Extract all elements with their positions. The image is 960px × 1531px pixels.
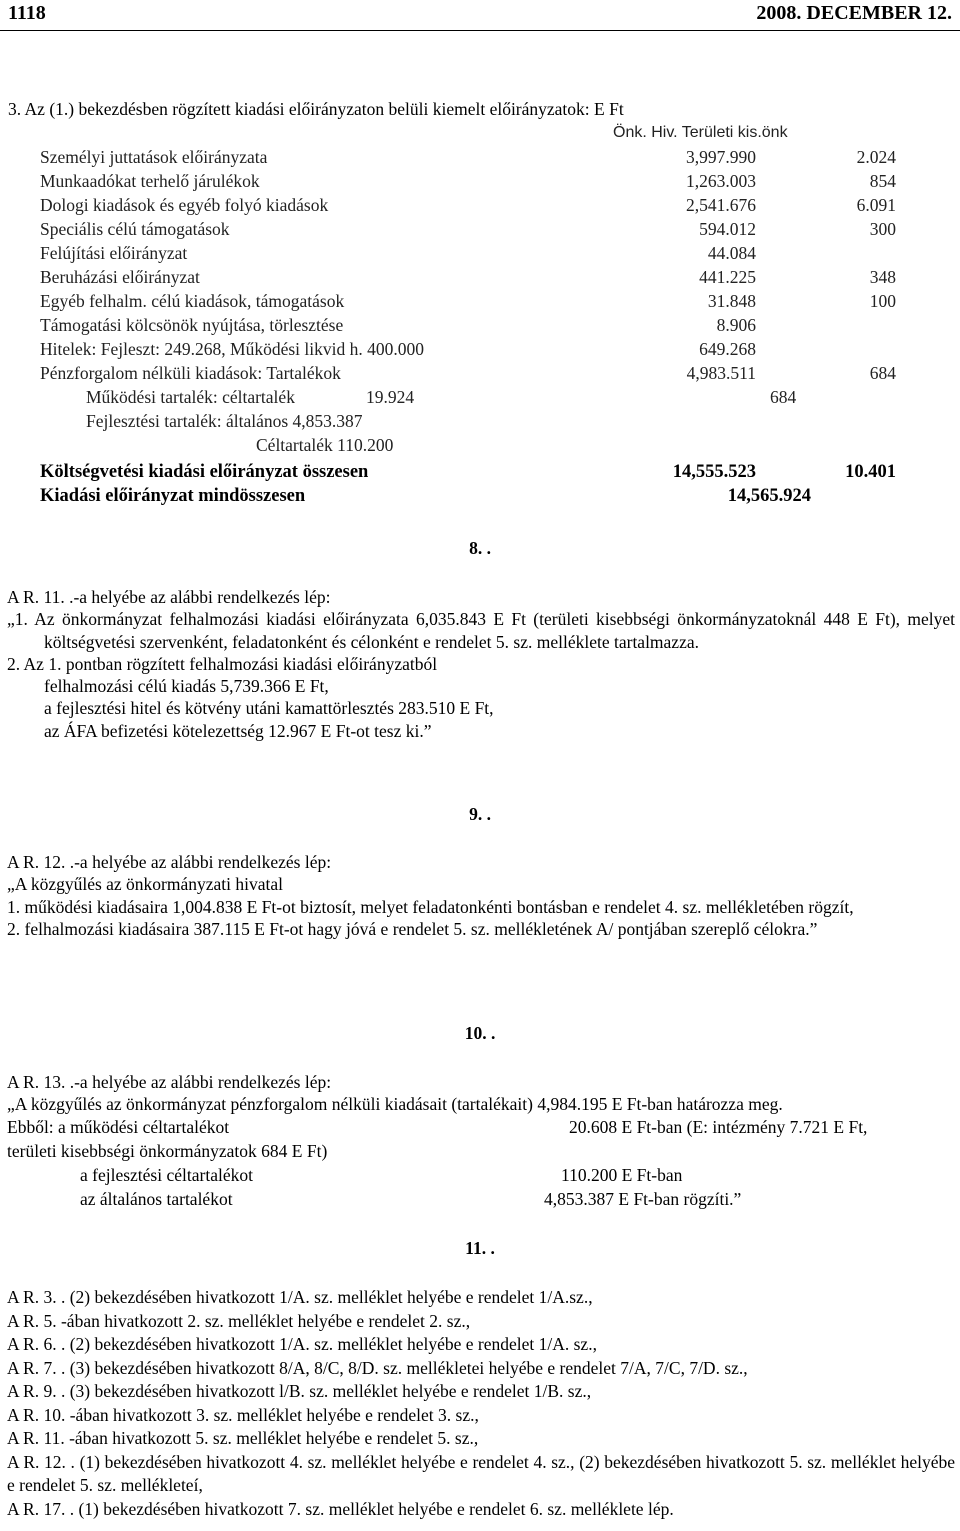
amendment-intro: A R. 11. .-a helyébe az alábbi rendelkezés lép:: [7, 587, 331, 607]
section-8-body: [7, 586, 955, 742]
row-value-onk: 1,263.003: [686, 171, 756, 191]
annex-reference: A R. 6. . (2) bekezdésében hivatkozott 1/A. sz. melléklet helyébe e rendelet 1/A. sz.,: [7, 1334, 597, 1354]
row-value-kisonk: 684: [869, 363, 896, 383]
issue-date: 2008. DECEMBER 12.: [756, 2, 952, 24]
header-rule: [0, 30, 960, 31]
row-value-onk: 4,983.511: [686, 363, 756, 383]
row-value-kisonk: 100: [869, 291, 896, 311]
row-label: Támogatási kölcsönök nyújtása, törlesztése: [40, 315, 344, 335]
paragraph: az ÁFA befizetési kötelezettség 12.967 E Ft-ot tesz ki.”: [44, 720, 432, 741]
row-value-kisonk: 300: [869, 219, 896, 239]
reserve-operating-kisonk: 684: [770, 387, 797, 407]
paragraph: felhalmozási célú kiadás 5,739.366 E Ft,: [44, 676, 329, 697]
paragraph: „1. Az önkormányzat felhalmozási kiadási előirányzata 6,035.843 E Ft (területi kisebbségi önkormányzatoknál 448 E Ft), melyet költségvetési szervenként, feladatonként és célonként e rendelet 5. sz. melléklete tartalmazza.: [7, 609, 955, 652]
row-value-onk: 441.225: [699, 267, 756, 287]
row-value-onk: 594.012: [699, 219, 756, 239]
row-value-onk: 31.848: [707, 291, 756, 311]
row-value-onk: 3,997.990: [686, 147, 756, 167]
section-10-body: [7, 1071, 955, 1116]
total-budget-kisonk: 10.401: [845, 462, 896, 482]
annex-reference: A R. 10. -ában hivatkozott 3. sz. melléklet helyébe e rendelet 3. sz.,: [7, 1404, 479, 1425]
row-value-kisonk: 6.091: [856, 195, 896, 215]
amendment-intro: A R. 13. .-a helyébe az alábbi rendelkezés lép:: [7, 1072, 332, 1092]
paragraph: „A közgyűlés az önkormányzati hivatal: [7, 874, 284, 895]
general-reserve-value: 4,853.387 E Ft-ban rögzíti.”: [544, 1189, 742, 1209]
row-label: Dologi kiadások és egyéb folyó kiadások: [40, 195, 329, 215]
section-11-heading: 11. .: [465, 1238, 495, 1258]
paragraph: a fejlesztési hitel és kötvény utáni kamattörlesztés 283.510 E Ft,: [44, 698, 494, 719]
section-3-intro: 3. Az (1.) bekezdésben rögzített kiadási előirányzaton belüli kiemelt előirányzatok: E Ft: [8, 99, 624, 119]
row-label: Személyi juttatások előirányzata: [40, 147, 268, 167]
row-label: Beruházási előirányzat: [40, 267, 200, 287]
row-label: Pénzforgalom nélküli kiadások: Tartalékok: [40, 363, 341, 383]
row-label: Felújítási előirányzat: [40, 243, 188, 263]
row-label: Speciális célú támogatások: [40, 219, 230, 239]
section-9-heading: 9. .: [469, 804, 491, 824]
row-value-onk: 2,541.676: [686, 195, 756, 215]
total-budget-label: Költségvetési kiadási előirányzat összesen: [40, 462, 369, 482]
row-value-onk: 44.084: [707, 243, 756, 263]
section-8-heading: 8. .: [469, 538, 491, 558]
paragraph: „A közgyűlés az önkormányzat pénzforgalom nélküli kiadásait (tartalékait) 4,984.195 E Ft-ban határozza meg.: [7, 1094, 783, 1115]
annex-reference: A R. 12. . (1) bekezdésében hivatkozott 4. sz. melléklet helyébe e rendelet 4. sz., (2) bekezdésében hivatkozott 5. sz. melléklet helyébe e rendelet 5. sz. mellékleteí,: [7, 1451, 955, 1495]
grand-total-label: Kiadási előirányzat mindösszesen: [40, 486, 306, 506]
row-label: Hitelek: Fejleszt: 249.268, Működési likvid h. 400.000: [40, 339, 425, 359]
section-9-body: [7, 851, 955, 940]
page-number: 1118: [8, 2, 46, 24]
row-label: Munkaadókat terhelő járulékok: [40, 171, 260, 191]
ebbol-label: Ebből: a működési céltartalékot: [7, 1117, 230, 1137]
annex-reference: A R. 9. . (3) bekezdésében hivatkozott l/B. sz. melléklet helyébe e rendelet 1/B. sz.,: [7, 1381, 592, 1401]
reserve-target: Céltartalék 110.200: [256, 435, 394, 455]
total-budget-onk: 14,555.523: [672, 462, 756, 482]
ebbol-value: 20.608 E Ft-ban (E: intézmény 7.721 E Ft,: [569, 1117, 868, 1137]
annex-reference: A R. 11. -ában hivatkozott 5. sz. melléklet helyébe e rendelet 5. sz.,: [7, 1428, 479, 1448]
dev-reserve-value: 110.200 E Ft-ban: [561, 1165, 683, 1185]
paragraph: 2. felhalmozási kiadásaira 387.115 E Ft-ot hagy jóvá e rendelet 5. sz. mellékletének A/ pontjában szereplő célokra.”: [7, 918, 818, 939]
row-value-kisonk: 348: [869, 267, 896, 287]
paragraph: 2. Az 1. pontban rögzített felhalmozási kiadási előirányzatból: [7, 653, 438, 674]
paragraph: 1. működési kiadásaira 1,004.838 E Ft-ot biztosít, melyet feladatonkénti bontásban e rendelet 4. sz. mellékletében rögzít,: [7, 896, 854, 917]
section-10-heading: 10. .: [464, 1023, 496, 1043]
dev-reserve-label: a fejlesztési céltartalékot: [80, 1165, 253, 1185]
row-value-onk: 649.268: [699, 339, 756, 359]
grand-total-value: 14,565.924: [727, 486, 811, 506]
annex-reference: A R. 7. . (3) bekezdésében hivatkozott 8/A, 8/C, 8/D. sz. mellékletei helyébe e rendelet 7/A, 7/C, 7/D. sz.,: [7, 1357, 748, 1378]
page-header: [0, 0, 960, 30]
row-value-kisonk: 854: [869, 171, 896, 191]
reserve-operating-value: 19.924: [366, 387, 415, 407]
amendment-intro: A R. 12. .-a helyébe az alábbi rendelkezés lép:: [7, 852, 332, 872]
column-headers: Önk. Hiv. Területi kis.önk: [613, 124, 788, 141]
reserve-operating-label: Működési tartalék: céltartalék: [86, 387, 295, 407]
row-label: Egyéb felhalm. célú kiadások, támogatások: [40, 291, 345, 311]
row-value-onk: 8.906: [716, 315, 756, 335]
general-reserve-label: az általános tartalékot: [80, 1189, 233, 1209]
reserve-development: Fejlesztési tartalék: általános 4,853.387: [86, 411, 363, 431]
ebbol-continued: területi kisebbségi önkormányzatok 684 E Ft): [7, 1141, 328, 1161]
section-11-body: [7, 1286, 955, 1521]
annex-reference: A R. 5. -ában hivatkozott 2. sz. melléklet helyébe e rendelet 2. sz.,: [7, 1310, 471, 1331]
annex-reference: A R. 3. . (2) bekezdésében hivatkozott 1/A. sz. melléklet helyébe e rendelet 1/A.sz.,: [7, 1287, 593, 1307]
annex-reference: A R. 17. . (1) bekezdésében hivatkozott 7. sz. melléklet helyébe e rendelet 6. sz. melléklete lép.: [7, 1498, 674, 1519]
row-value-kisonk: 2.024: [856, 147, 896, 167]
